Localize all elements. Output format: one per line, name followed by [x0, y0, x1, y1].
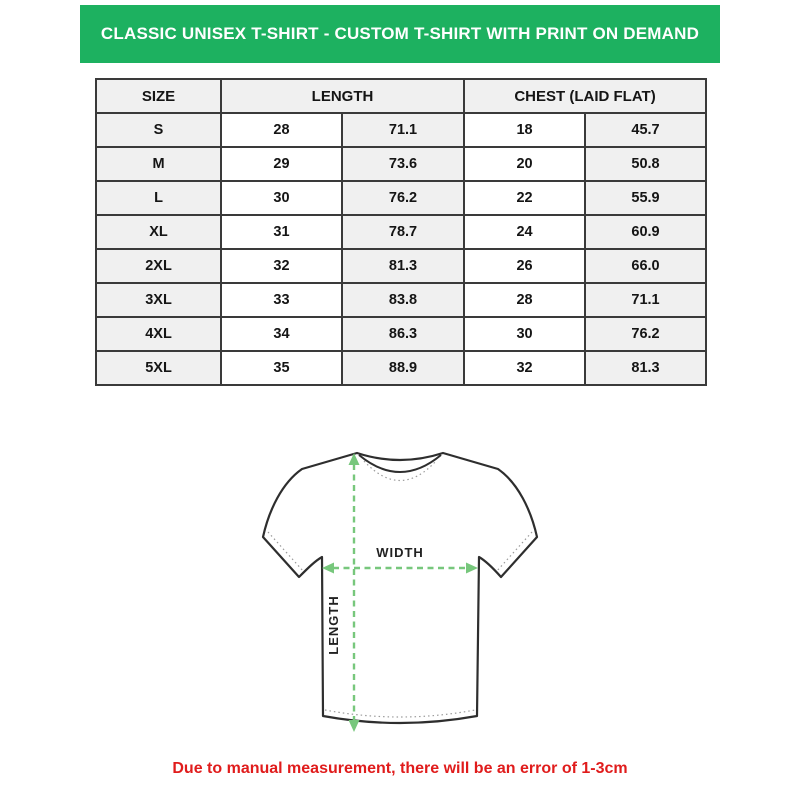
cell-length_in: 33 [221, 283, 342, 317]
cell-chest_in: 24 [464, 215, 585, 249]
cell-size: L [96, 181, 221, 215]
column-header-chest: CHEST (LAID FLAT) [464, 79, 706, 113]
cell-chest_cm: 50.8 [585, 147, 706, 181]
table-row [96, 147, 706, 181]
size-table-body [96, 113, 706, 385]
cell-size: 2XL [96, 249, 221, 283]
tshirt-diagram-svg [240, 440, 560, 750]
cell-chest_in: 26 [464, 249, 585, 283]
cell-length_in: 28 [221, 113, 342, 147]
cell-chest_in: 20 [464, 147, 585, 181]
table-row [96, 283, 706, 317]
cell-length_in: 30 [221, 181, 342, 215]
table-row [96, 249, 706, 283]
cell-size: 4XL [96, 317, 221, 351]
cell-chest_in: 30 [464, 317, 585, 351]
length-label: LENGTH [326, 595, 341, 655]
cell-length_cm: 86.3 [342, 317, 464, 351]
table-row [96, 113, 706, 147]
cell-chest_in: 22 [464, 181, 585, 215]
cell-size: 5XL [96, 351, 221, 385]
table-row [96, 351, 706, 385]
column-header-length: LENGTH [221, 79, 464, 113]
tshirt-outline [263, 453, 537, 723]
cell-chest_in: 28 [464, 283, 585, 317]
cell-chest_cm: 55.9 [585, 181, 706, 215]
cell-length_cm: 73.6 [342, 147, 464, 181]
cell-chest_cm: 60.9 [585, 215, 706, 249]
cell-chest_cm: 45.7 [585, 113, 706, 147]
page-title: CLASSIC UNISEX T-SHIRT - CUSTOM T-SHIRT WITH PRINT ON DEMAND [100, 24, 700, 43]
cell-length_in: 35 [221, 351, 342, 385]
measurement-error-note: Due to manual measurement, there will be an error of 1-3cm [172, 760, 628, 777]
column-header-size: SIZE [96, 79, 221, 113]
cell-chest_in: 32 [464, 351, 585, 385]
cell-size: M [96, 147, 221, 181]
cell-length_cm: 76.2 [342, 181, 464, 215]
size-chart-header-row [96, 79, 706, 113]
width-label: WIDTH [376, 545, 424, 560]
size-chart-table [95, 78, 707, 386]
cell-length_cm: 83.8 [342, 283, 464, 317]
title-banner [80, 5, 720, 63]
cell-chest_cm: 76.2 [585, 317, 706, 351]
tshirt-measurement-diagram [240, 440, 560, 750]
cell-chest_cm: 66.0 [585, 249, 706, 283]
table-row [96, 215, 706, 249]
cell-length_cm: 81.3 [342, 249, 464, 283]
table-row [96, 181, 706, 215]
cell-size: XL [96, 215, 221, 249]
cell-length_cm: 88.9 [342, 351, 464, 385]
cell-length_cm: 71.1 [342, 113, 464, 147]
cell-length_in: 29 [221, 147, 342, 181]
cell-chest_in: 18 [464, 113, 585, 147]
cell-length_cm: 78.7 [342, 215, 464, 249]
length-arrow-head-bottom [349, 720, 360, 732]
cell-chest_cm: 71.1 [585, 283, 706, 317]
cell-length_in: 32 [221, 249, 342, 283]
cell-size: S [96, 113, 221, 147]
table-row [96, 317, 706, 351]
cell-length_in: 31 [221, 215, 342, 249]
cell-size: 3XL [96, 283, 221, 317]
cell-chest_cm: 81.3 [585, 351, 706, 385]
cell-length_in: 34 [221, 317, 342, 351]
